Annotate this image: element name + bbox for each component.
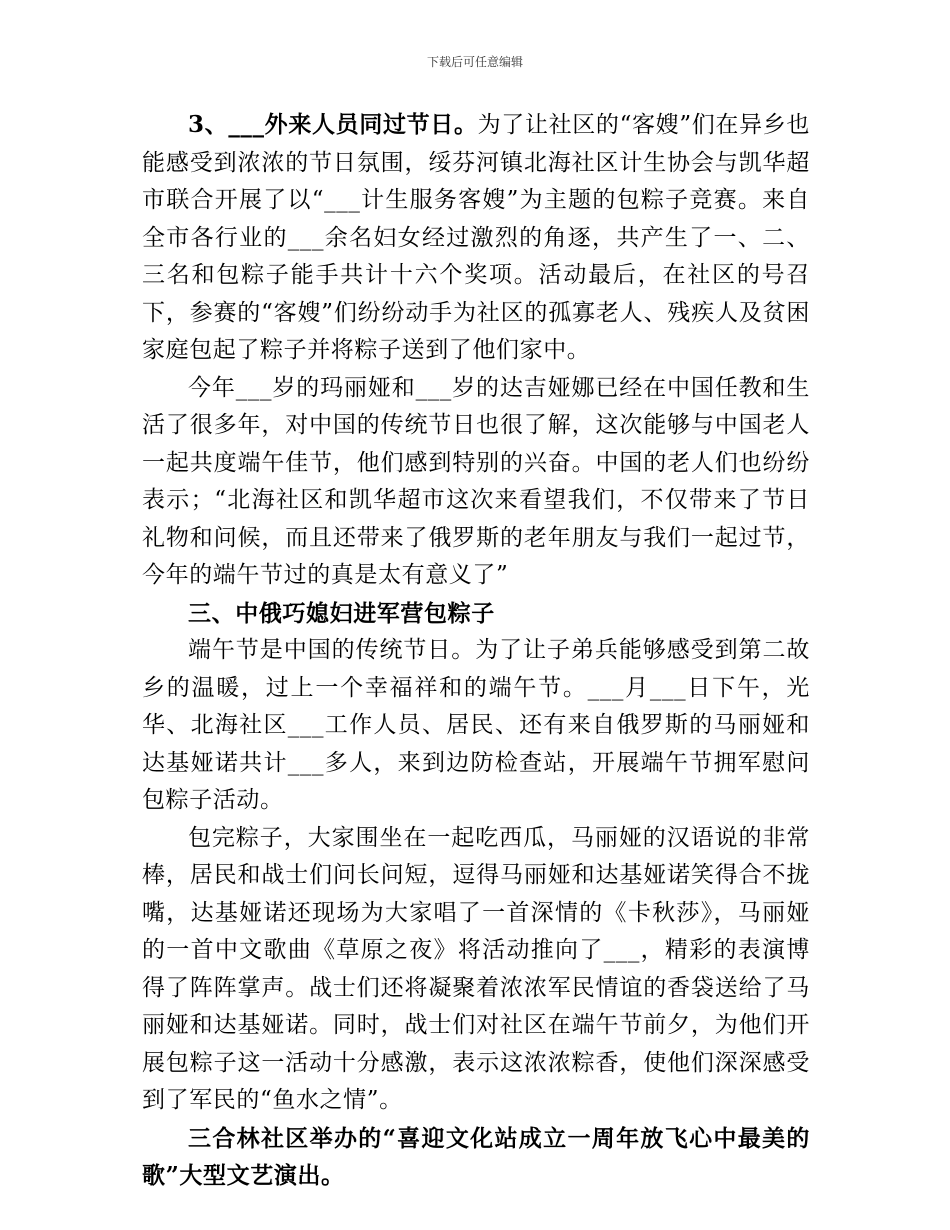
page-header: 下载后可任意编辑 xyxy=(426,55,523,69)
paragraph-1 xyxy=(142,106,810,370)
paragraph-4: 端午节是中国的传统节日。为了让子弟兵能够感受到第二故乡的温暖，过上一个幸福祥和的端午节。___月___日下午，光华、北海社区___工作人员、居民、还有来自俄罗斯的马丽娅和达基娅诺共计___多人，来到边防检查站，开展端午节拥军慰问包粽子活动。 xyxy=(142,637,810,813)
paragraph-1-text: 为了让社区的“客嫂”们在异乡也能感受到浓浓的节日氛围，绥芬河镇北海社区计生协会与凯华超市联合开展了以“___计生服务客嫂”为主题的包粽子竞赛。来自全市各行业的___余名妇女经过激烈的角逐，共产生了一、二、三名和包粽子能手共计十六个奖项。活动最后，在社区的号召下，参赛的“客嫂”们纷纷动手为社区的孤寡老人、残疾人及贫困家庭包起了粽子并将粽子送到了他们家中。 xyxy=(142,112,810,363)
document-body xyxy=(142,106,810,1195)
paragraph-1-heading: 3、___外来人员同过节日。 xyxy=(188,111,478,138)
paragraph-5: 包完粽子，大家围坐在一起吃西瓜，马丽娅的汉语说的非常棒，居民和战士们问长问短，逗得马丽娅和达基娅诺笑得合不拢嘴，达基娅诺还现场为大家唱了一首深情的《卡秋莎》，马丽娅的一首中文歌曲《草原之夜》将活动推向了___，精彩的表演博得了阵阵掌声。战士们还将凝聚着浓浓军民情谊的香袋送给了马丽娅和达基娅诺。同时，战士们对社区在端午节前夕，为他们开展包粽子这一活动十分感激，表示这浓浓粽香，使他们深深感受到了军民的“鱼水之情”。 xyxy=(142,824,810,1113)
section-heading-3: 三、中俄巧媳妇进军营包粽子 xyxy=(188,599,495,627)
paragraph-6: 三合林社区举办的“喜迎文化站成立一周年放飞心中最美的歌”大型文艺演出。 xyxy=(142,1124,810,1189)
paragraph-2: 今年___岁的玛丽娅和___岁的达吉娅娜已经在中国任教和生活了很多年，对中国的传统节日也很了解，这次能够与中国老人一起共度端午佳节，他们感到特别的兴奋。中国的老人们也纷纷表示；“北海社区和凯华超市这次来看望我们，不仅带来了节日礼物和问候，而且还带来了俄罗斯的老年朋友与我们一起过节，今年的端午节过的真是太有意义了” xyxy=(142,374,810,588)
